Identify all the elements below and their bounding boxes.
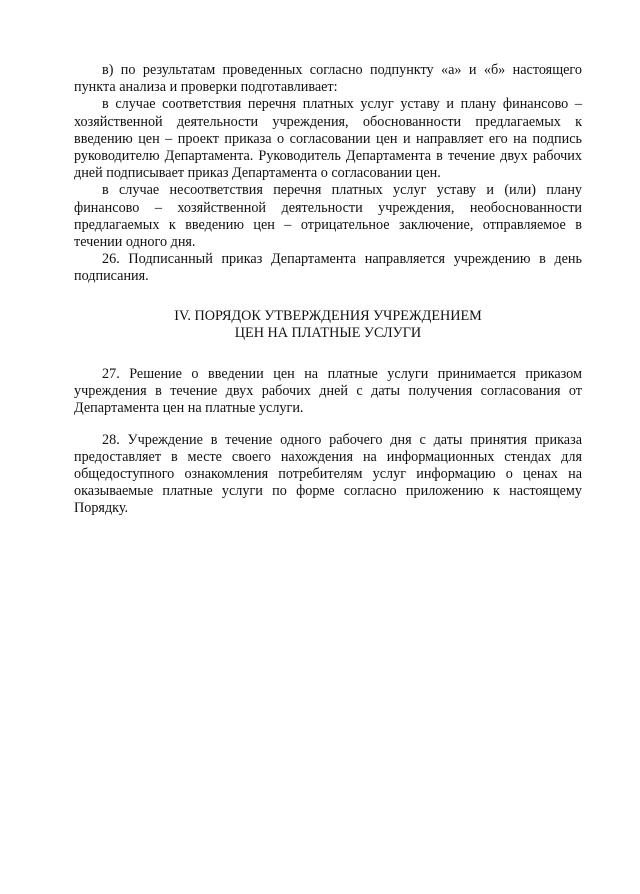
- section-heading-line-1: IV. ПОРЯДОК УТВЕРЖДЕНИЯ УЧРЕЖДЕНИЕМ: [174, 307, 482, 324]
- section-heading-line-2: ЦЕН НА ПЛАТНЫЕ УСЛУГИ: [234, 324, 422, 341]
- section-heading: [74, 308, 582, 342]
- paragraph-compliance-case: в случае соответствия перечня платных услуг уставу и плану финансово – хозяйственной деятельности учреждения, обоснованности предлагаемых к введению цен – проект приказа о согласовании цен и направляет его на подпись руководителю Департамента. Руководитель Департамента в течение двух рабочих дней подписывает приказ Департамента о согласовании цен.: [74, 96, 582, 182]
- paragraph-item-27: 27. Решение о введении цен на платные услуги принимается приказом учреждения в течение двух рабочих дней с даты получения согласования от Департамента цен на платные услуги.: [74, 366, 582, 417]
- paragraph-item-26: 26. Подписанный приказ Департамента направляется учреждению в день подписания.: [74, 251, 582, 285]
- paragraph-noncompliance-case: в случае несоответствия перечня платных услуг уставу и (или) плану финансово – хозяйственной деятельности учреждения, необоснованности предлагаемых к введению цен – отрицательное заключение, отправляемое в течении одного дня.: [74, 182, 582, 251]
- document-body: [74, 62, 582, 518]
- paragraph-item-28: 28. Учреждение в течение одного рабочего дня с даты принятия приказа предоставляет в месте своего нахождения на информационных стендах для общедоступного ознакомления потребителям услуг информацию о ценах на оказываемые платные услуги по форме согласно приложению к настоящему Порядку.: [74, 431, 582, 517]
- paragraph-subpoint-v: в) по результатам проведенных согласно подпункту «а» и «б» настоящего пункта анализа и проверки подготавливает:: [74, 62, 582, 96]
